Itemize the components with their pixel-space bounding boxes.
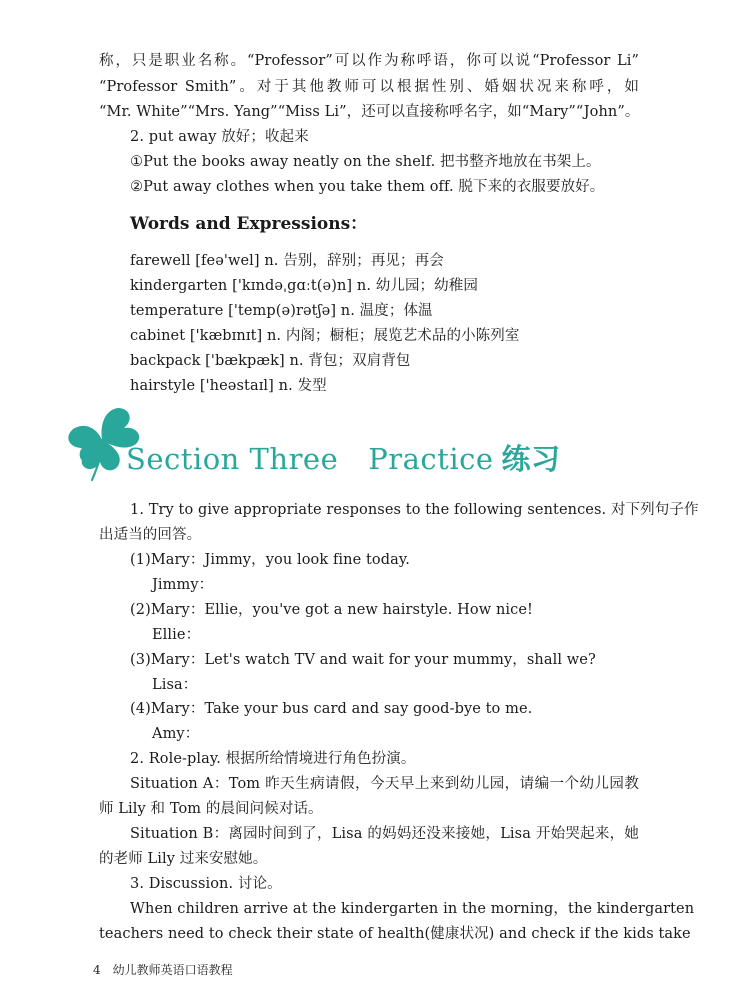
dialog-reply: Amy： [152,726,200,742]
discussion-line-2: teachers need to check their state of health(健康状况) and check if the kids take [99,926,691,942]
word-entry: backpack ['bækpæk] n. 背包；双肩背包 [130,353,411,369]
section-title-cn: 练习 [501,442,561,476]
dialog-prompt: (2)Mary：Ellie，you've got a new hairstyle. How nice! [130,602,533,618]
word-entry: kindergarten ['kɪndəˌgɑːt(ə)n] n. 幼儿园；幼稚园 [130,278,478,294]
section-title-en: Section Three [126,442,339,476]
words-heading: Words and Expressions： [130,214,368,234]
dialog-reply: Ellie： [152,627,201,643]
question-3: 3. Discussion. 讨论。 [130,876,282,892]
question-2: 2. Role-play. 根据所给情境进行角色扮演。 [130,751,416,767]
intro-line-1: 称，只是职业名称。“Professor”可以作为称呼语，你可以说“Professor Li” [99,53,639,69]
question-1-line-1: 1. Try to give appropriate responses to the following sentences. 对下列句子作 [130,502,699,518]
situation-a-line-1: Situation A：Tom 昨天生病请假，今天早上来到幼儿园，请编一个幼儿园教 [130,776,639,792]
dialog-prompt: (3)Mary：Let's watch TV and wait for your mummy，shall we? [130,652,596,668]
put-away-example-1: ①Put the books away neatly on the shelf. 把书整齐地放在书架上。 [130,154,601,170]
word-entry: farewell [feə'wel] n. 告别，辞别；再见；再会 [130,253,444,269]
situation-a-line-2: 师 Lily 和 Tom 的晨间问候对话。 [99,801,323,817]
dialog-prompt: (4)Mary：Take your bus card and say good-bye to me. [130,701,533,717]
put-away-title: 2. put away 放好；收起来 [130,129,309,145]
discussion-line-1: When children arrive at the kindergarten in the morning，the kindergarten [130,901,695,917]
intro-line-3: “Mr. White”“Mrs. Yang”“Miss Li”，还可以直接称呼名字，如“Mary”“John”。 [99,104,640,120]
word-entry: temperature ['temp(ə)rətʃə] n. 温度；体温 [130,303,433,319]
situation-b-line-2: 的老师 Lily 过来安慰她。 [99,851,268,867]
question-1-line-2: 出适当的回答。 [99,527,202,543]
situation-b-line-1: Situation B：离园时间到了，Lisa 的妈妈还没来接她，Lisa 开始哭起来，她 [130,826,639,842]
dialog-prompt: (1)Mary：Jimmy，you look fine today. [130,552,410,568]
word-entry: hairstyle ['heəstaɪl] n. 发型 [130,378,327,394]
put-away-example-2: ②Put away clothes when you take them off. 脱下来的衣服要放好。 [130,179,605,195]
dialog-reply: Jimmy： [152,577,214,593]
page-number: 4 [93,963,101,977]
page-footer [93,963,233,977]
word-entry: cabinet ['kæbɪnɪt] n. 内阁；橱柜；展览艺术品的小陈列室 [130,328,520,344]
intro-line-2: “Professor Smith”。对于其他教师可以根据性别、婚姻状况来称呼，如 [99,79,639,95]
section-title-practice: Practice [368,442,494,476]
dialog-reply: Lisa： [152,677,198,693]
section-title [126,442,561,476]
book-title: 幼儿教师英语口语教程 [112,963,233,977]
